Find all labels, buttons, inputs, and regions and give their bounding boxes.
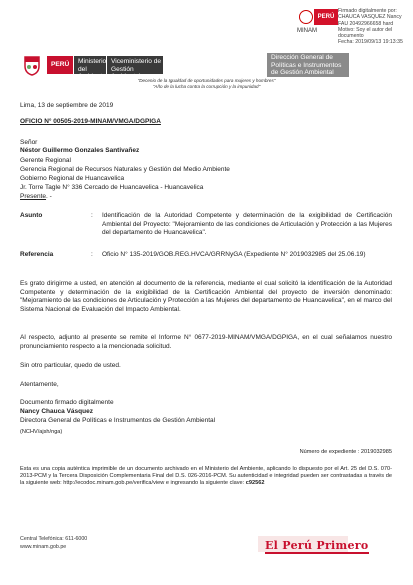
- footer-contact: [20, 536, 87, 551]
- asunto-colon: :: [91, 212, 93, 219]
- salutation: Señor: [20, 139, 38, 146]
- header-peru: PERÚ: [47, 56, 73, 74]
- closing: Atentamente,: [20, 381, 59, 388]
- paragraph-1: Es grato dirigirme a usted, en atención al documento de la referencia, mediante el cual solicitó la identificación de la Autoridad Competente y determinación de la exigibilidad de la Certificación Ambiental del proyecto de inversión denominado: "Mejoramiento de las condiciones de Articulación y Protección a las Mujeres del departamento de Huancavelica", en el marco del Sistema Nacional de Evaluación del Impacto Ambiental.: [20, 280, 392, 313]
- letter-date: Lima, 13 de septiembre de 2019: [20, 102, 114, 109]
- referencia-label: Referencia: [20, 251, 54, 258]
- stamp-line: CHAUCA VASQUEZ Nancy: [338, 14, 402, 21]
- header-line: Gestión Ambiental: [111, 65, 141, 81]
- footer-phone: Central Telefónica: 611-6000: [20, 536, 88, 542]
- header-line: Viceministerio de: [111, 58, 162, 65]
- recipient-line: Jr. Torre Tagle N° 336 Cercado de Huancavelica - Huancavelica: [20, 184, 204, 191]
- authenticity-text: Esta es una copia auténtica imprimible de un documento archivado en el Ministerio del Ambiente, aplicando lo dispuesto por el Art. 25 del D.S. 070-2013-PCM y la Tercera Disposición Complementaria Final del D.S. 026-2016-PCM. Su autenticidad e integridad pueden ser contrastadas a través de la siguiente web: http://ecodoc.minam.gob.pe/verifica/view e ingresando la siguiente clave:: [20, 466, 392, 487]
- authenticity-note: [20, 466, 392, 488]
- header-line: de Gestión Ambiental: [271, 69, 334, 77]
- referencia-text: Oficio N° 135-2019/GOB.REG.HVCA/GRRNyGA (Expediente N° 2019032985 del 25.06.19): [102, 251, 366, 258]
- presente: [20, 193, 52, 202]
- stamp-line: Motivo: Soy el autor del: [338, 26, 393, 33]
- header-line: del Ambiente: [78, 65, 106, 81]
- asunto-label: Asunto: [20, 212, 43, 219]
- decenio-slogan: [0, 78, 413, 90]
- paragraph-2: Al respecto, adjunto al presente se remite el Informe N° 0677-2019-MINAM/VMGA/DGPIGA, en el cual señalamos nuestro pronunciamiento respecto a la mencionada solicitud.: [20, 334, 392, 350]
- initials: (NCHV/ajsh/nga): [20, 429, 63, 435]
- header-direccion: [267, 53, 349, 77]
- header-line: Dirección General de: [271, 54, 333, 61]
- el-peru-primero-logo: El Perú Primero: [265, 539, 369, 552]
- stamp-line: FAU 20492966658 hard: [338, 20, 394, 27]
- presente-label: Presente: [20, 193, 47, 200]
- digital-signature-stamp: [338, 8, 410, 46]
- recipient-line: Gobierno Regional de Huancavelica: [20, 175, 125, 182]
- header-ministerio: [74, 56, 107, 81]
- recipient-name: Néstor Guillermo Gonzales Santivañez: [20, 147, 140, 154]
- signer-title: Directora General de Políticas e Instrumentos de Gestión Ambiental: [20, 417, 216, 424]
- footer-web: www.minam.gob.pe: [20, 543, 67, 550]
- asunto-text: Identificación de la Autoridad Competente y determinación de la exigibilidad de Certificación Ambiental del Proyecto: "Mejoramiento de las condiciones de Articulación y Protección a las Mujeres del departamento de Huancavelica".: [102, 212, 392, 237]
- signature-label: Documento firmado digitalmente: [20, 399, 114, 406]
- presente-suffix: . -: [46, 193, 52, 200]
- expediente-number: Número de expediente : 2019032985: [299, 449, 392, 455]
- recipient-line: Gerente Regional: [20, 157, 71, 164]
- oficio-number: OFICIO N° 00505-2019-MINAM/VMGA/DGPIGA: [20, 118, 161, 125]
- header-line: Ministerio: [78, 58, 107, 65]
- stamp-line: Fecha: 2019/09/13 19:13:35: [338, 39, 403, 46]
- stamp-minam-label: MINAM: [297, 28, 317, 34]
- signer-name: Nancy Chauca Vásquez: [20, 408, 93, 415]
- referencia-colon: :: [91, 251, 93, 258]
- seal-icon: [299, 10, 313, 24]
- stamp-line: Firmado digitalmente por:: [338, 8, 397, 14]
- anio-line: "Año de la lucha contra la corrupción y la impunidad": [152, 84, 261, 90]
- coat-of-arms-icon: [22, 54, 42, 76]
- peru-badge: PERÚ: [314, 9, 338, 25]
- recipient-line: Gerencia Regional de Recursos Naturales y Gestión del Medio Ambiente: [20, 166, 230, 173]
- header-line: Políticas e Instrumentos: [271, 61, 342, 69]
- paragraph-3: Sin otro particular, quedo de usted.: [20, 362, 121, 369]
- header-viceministerio: [107, 56, 163, 81]
- stamp-line: documento: [338, 33, 364, 40]
- verification-key: c92562: [245, 480, 265, 487]
- decenio-line: "Decenio de la Igualdad de oportunidades para mujeres y hombres": [137, 78, 276, 83]
